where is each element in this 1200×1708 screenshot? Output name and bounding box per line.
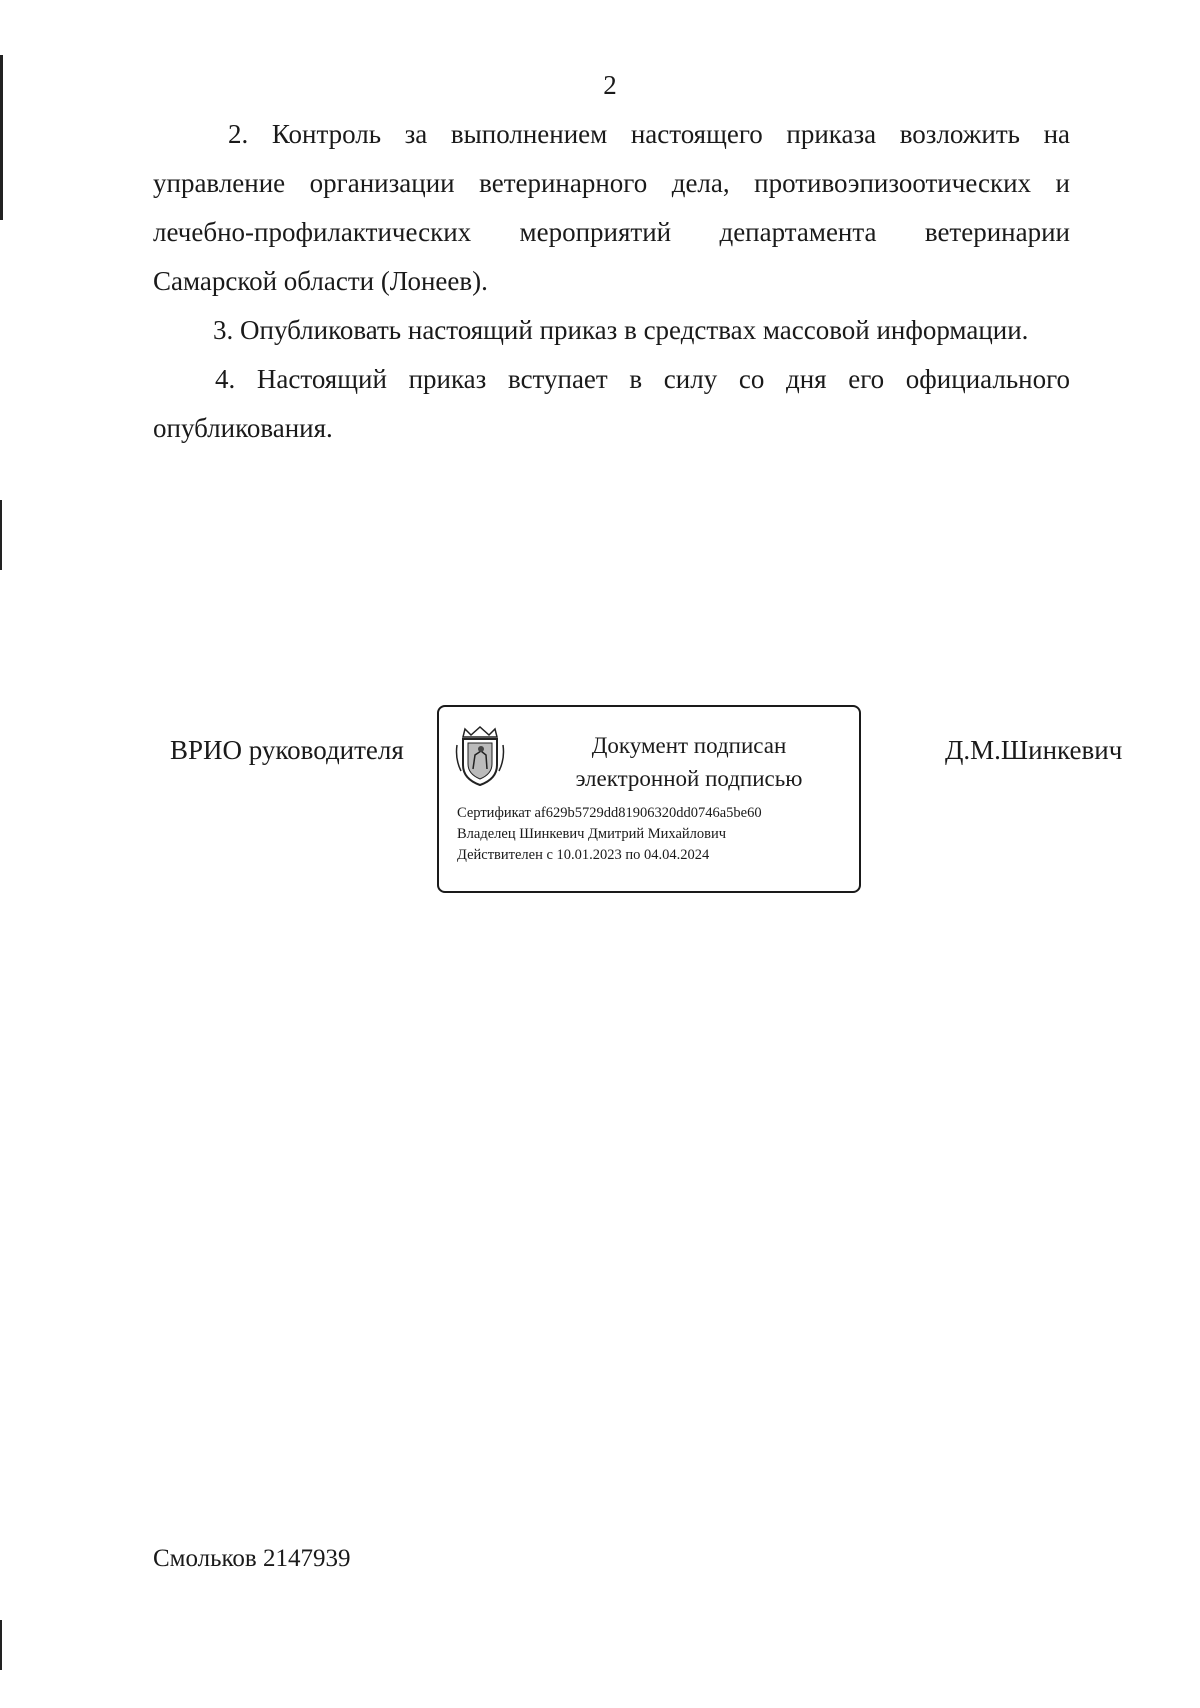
stamp-details [457,803,762,866]
signatory-role: ВРИО руководителя [170,735,404,765]
scan-edge-mark [0,1620,2,1670]
certificate-number: Сертификат af629b5729dd81906320dd0746a5be60 [457,805,762,821]
stamp-title-line1: Документ подписан [591,733,787,758]
e-signature-stamp [437,705,861,893]
page-number: 2 [603,70,617,100]
paragraph-publish: 3. Опубликовать настоящий приказ в средствах массовой информации. [213,315,1029,345]
paragraph-control: 2. Контроль за выполнением настоящего приказа возложить на управление организации ветеринарного дела, противоэпизоотических и лечебно-профилактических мероприятий департамента ветеринарии Самарской области (Лонеев). [153,119,1070,296]
certificate-owner: Владелец Шинкевич Дмитрий Михайлович [457,826,727,842]
stamp-title-line2: электронной подписью [575,766,803,791]
scan-edge-mark [0,500,2,570]
executor-info: Смольков 2147939 [153,1545,351,1572]
stamp-title [539,729,839,795]
certificate-validity: Действителен с 10.01.2023 по 04.04.2024 [457,847,710,863]
coat-of-arms-icon [455,725,505,787]
document-body [153,110,1070,453]
paragraph-effective: 4. Настоящий приказ вступает в силу со дня его официального опубликования. [153,364,1070,443]
signatory-name: Д.М.Шинкевич [945,735,1123,765]
